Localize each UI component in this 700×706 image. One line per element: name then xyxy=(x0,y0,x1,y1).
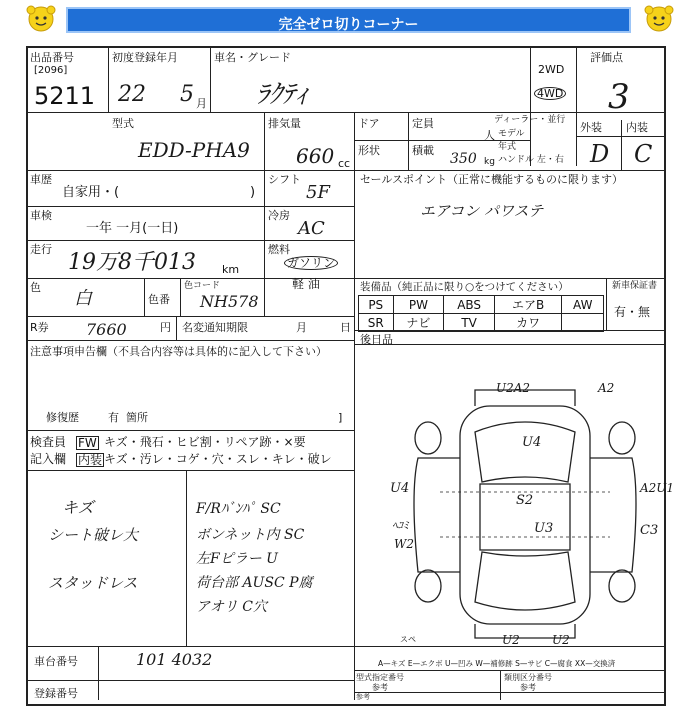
load-value: 350 xyxy=(450,151,477,167)
mark-spare: スペ xyxy=(400,635,416,644)
color-value: 白 xyxy=(74,288,92,309)
equip-sr: SR xyxy=(359,314,394,332)
ac-value: AC xyxy=(298,218,325,239)
mascot-icon xyxy=(24,4,58,34)
chassis-label: 車台番号 xyxy=(34,655,78,668)
mileage-value: 19万8千013 xyxy=(68,250,196,275)
interior-value: C xyxy=(634,140,653,168)
doors-label: ドア xyxy=(358,117,380,130)
color-code: NH578 xyxy=(200,292,259,311)
rating-label: 評価点 xyxy=(590,51,623,64)
mark-a2u1: A2U1 xyxy=(640,481,675,495)
exterior-label: 外装 xyxy=(580,121,602,134)
entry-label: 記入欄 xyxy=(30,452,67,466)
remark-right-1: F/Rﾊﾞﾝﾊﾟ SC xyxy=(196,501,281,517)
capacity-unit: 人 xyxy=(484,129,495,142)
chassis-value: 101 4032 xyxy=(136,650,213,669)
recycle-value: 7660 xyxy=(86,320,127,339)
name-change-label: 名変通知期限 xyxy=(182,321,248,334)
header-bar xyxy=(66,7,631,33)
name-change-day: 日 xyxy=(340,321,351,334)
usage-label: 車歴 xyxy=(30,173,52,186)
interior-label: 内装 xyxy=(626,121,648,134)
remark-right-5: アオリ C穴 xyxy=(196,599,268,615)
load-unit: kg xyxy=(484,157,495,167)
fuel-label: 燃料 xyxy=(268,243,290,256)
entry-items: キズ・汚レ・コゲ・穴・スレ・キレ・破レ xyxy=(104,452,332,466)
dealer-line2: モデル xyxy=(498,129,525,139)
shape-label: 形状 xyxy=(358,144,380,157)
remark-right-4: 荷台部 AUSC P腐 xyxy=(196,575,313,591)
header-title: 完全ゼロ切りコーナー xyxy=(278,16,419,32)
registration-label: 初度登録年月 xyxy=(112,51,178,64)
equip-abs: ABS xyxy=(444,296,495,314)
registration-month-unit: 月 xyxy=(196,97,207,110)
fuel-gas: ガソリン xyxy=(284,256,338,270)
mark-c3: C3 xyxy=(640,523,659,538)
remark-right-2: ボンネット内 SC xyxy=(196,527,305,543)
footer-ref-3: 参考 xyxy=(356,693,370,701)
equip-ps: PS xyxy=(359,296,394,314)
mark-u2a2: U2A2 xyxy=(496,381,531,395)
usage-value: 自家用・( xyxy=(62,185,120,200)
exterior-value: D xyxy=(590,140,610,168)
displacement-value: 660 xyxy=(296,144,335,168)
footer-ref-1: 参考 xyxy=(372,683,388,692)
equip-navi: ナビ xyxy=(393,314,444,332)
warranty-label: 新車保証書 xyxy=(612,281,658,291)
equip-blank xyxy=(562,314,604,332)
legend: A—キズ E—エクボ U—凹み W—補修跡 S—サビ C—腐食 XX—交換済 xyxy=(378,659,616,668)
dealer-line3: 年式 xyxy=(498,142,517,152)
color-code-sub: 色コード xyxy=(184,281,221,291)
type-model-label: 型式 xyxy=(112,117,134,130)
equip-pw: PW xyxy=(393,296,444,314)
name-change-month: 月 xyxy=(296,321,307,334)
inspection-label: 車検 xyxy=(30,209,52,222)
postdate-label: 後日品 xyxy=(360,333,393,346)
repair-place: 箇所 xyxy=(126,411,148,424)
ac-label: 冷房 xyxy=(268,209,290,222)
mark-u4-top: U4 xyxy=(522,435,542,450)
equip-airbag: エアB xyxy=(494,296,562,314)
lot-sub: [2096] xyxy=(34,65,68,76)
footer-ref-2: 参考 xyxy=(520,683,536,692)
footer-type-designation: 型式指定番号 xyxy=(356,673,404,682)
car-diagram xyxy=(380,372,680,652)
load-label: 積載 xyxy=(412,144,434,157)
equipment-label: 装備品（純正品に限り○をつけてください） xyxy=(360,281,569,293)
mark-u2-right: U2 xyxy=(552,633,570,647)
usage-close: ) xyxy=(250,185,256,200)
remark-left-2: シート破レ大 xyxy=(48,526,139,544)
shift-label: シフト xyxy=(268,173,301,186)
lot-number: 5211 xyxy=(34,82,96,110)
repair-bracket: ] xyxy=(338,411,343,424)
inspection-value: 一年 一月(一日) xyxy=(86,221,179,236)
dealer-line1: ディーラー・並行 xyxy=(494,115,566,125)
equip-leather: カワ xyxy=(494,314,562,332)
inspector-label: 検査員 xyxy=(30,435,67,449)
color-label: 色 xyxy=(30,281,41,294)
mileage-unit: km xyxy=(222,263,240,276)
entry-naiso: 内装 xyxy=(78,453,103,467)
reg-no-label: 登録番号 xyxy=(34,687,78,700)
inspector-items: キズ・飛石・ヒビ割・リペア跡・×要 xyxy=(104,435,306,449)
capacity-label: 定員 xyxy=(412,117,434,130)
mark-s2: S2 xyxy=(516,493,534,508)
remark-left-3: スタッドレス xyxy=(48,574,138,592)
mark-u3: U3 xyxy=(534,521,554,536)
mark-a2: A2 xyxy=(598,381,615,395)
equipment-table xyxy=(358,295,604,332)
equip-tv: TV xyxy=(444,314,495,332)
shift-value: 5F xyxy=(306,182,330,203)
inspector-fw: FW xyxy=(78,436,97,450)
model-name: ﾗｸﾃｨ xyxy=(256,80,309,110)
remark-right-3: 左Fピラー U xyxy=(196,551,278,567)
warranty-value: 有・無 xyxy=(614,305,651,319)
mark-u2-left: U2 xyxy=(502,633,520,647)
displacement-label: 排気量 xyxy=(268,117,301,130)
mark-hekomi: ﾍｺﾐ xyxy=(392,519,409,532)
repair-has: 有 xyxy=(108,411,119,424)
displacement-unit: cc xyxy=(338,157,351,170)
equip-aw: AW xyxy=(562,296,604,314)
registration-month: 5 xyxy=(180,82,194,107)
remark-left-1: キズ xyxy=(62,498,94,517)
recycle-unit: 円 xyxy=(160,321,171,334)
registration-year: 22 xyxy=(118,82,146,107)
fuel-diesel: 軽 油 xyxy=(292,277,320,291)
sales-point-value: エアコン パワステ xyxy=(420,202,544,220)
drive-4wd: 4WD xyxy=(534,87,566,100)
rating-value: 3 xyxy=(608,77,630,117)
mascot-icon xyxy=(642,4,676,34)
sales-point-label: セールスポイント（正常に機能するものに限ります） xyxy=(360,173,624,186)
repair-label: 修復歴 xyxy=(46,411,79,424)
type-model-value: EDD-PHA9 xyxy=(138,138,250,162)
model-label: 車名・グレード xyxy=(214,51,291,64)
recycle-label: R券 xyxy=(30,321,49,334)
drive-2wd: 2WD xyxy=(538,63,565,76)
mark-u4-left: U4 xyxy=(390,481,410,496)
mileage-label: 走行 xyxy=(30,243,52,256)
lot-label: 出品番号 xyxy=(30,51,74,64)
color-code-label: 色番 xyxy=(148,293,170,306)
footer-class-number: 類別区分番号 xyxy=(504,673,552,682)
dealer-line4: ハンドル 左・右 xyxy=(498,155,564,165)
notes-label: 注意事項申告欄（不具合内容等は具体的に記入して下さい） xyxy=(30,345,327,358)
mark-w2: W2 xyxy=(394,537,414,551)
